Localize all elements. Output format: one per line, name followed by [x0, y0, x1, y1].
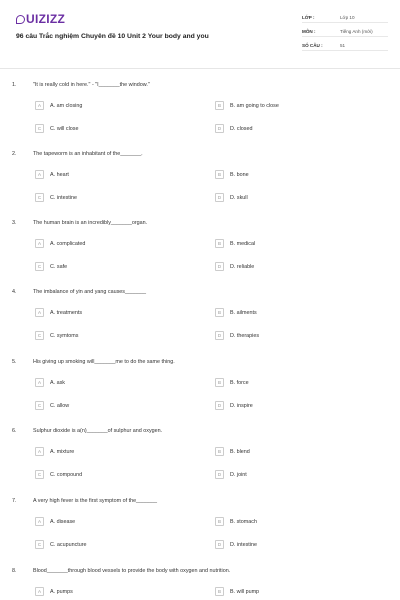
logo — [16, 12, 65, 26]
option-text: B. stomach — [230, 518, 257, 525]
option-letter: D — [215, 124, 224, 133]
option-text: C. allow — [50, 402, 70, 409]
worksheet-title: 96 câu Trắc nghiệm Chuyên đề 10 Unit 2 Your body and you — [16, 33, 209, 40]
option-letter: C — [35, 540, 44, 549]
option-letter: A — [35, 308, 44, 317]
option-text: D. reliable — [230, 263, 255, 270]
option-letter: C — [35, 262, 44, 271]
question-number: 3. — [12, 220, 17, 226]
option-letter: A — [35, 378, 44, 387]
option-letter: C — [35, 331, 44, 340]
meta-row-subject — [302, 26, 388, 37]
option-b[interactable] — [215, 378, 249, 387]
option-c[interactable] — [35, 331, 78, 340]
option-a[interactable] — [35, 239, 85, 248]
option-d[interactable] — [215, 262, 254, 271]
option-a[interactable] — [35, 517, 75, 526]
option-letter: B — [215, 517, 224, 526]
option-letter: B — [215, 378, 224, 387]
question-number: 6. — [12, 428, 17, 434]
meta-label: LỚP : — [302, 14, 315, 20]
option-b[interactable] — [215, 587, 259, 596]
question-text: Sulphur dioxide is a(n)_______of sulphur and oxygen. — [33, 428, 163, 434]
option-text: C. acupuncture — [50, 541, 87, 548]
option-letter: C — [35, 124, 44, 133]
question-text: Blood_______through blood vessels to provide the body with oxygen and nutrition. — [33, 568, 231, 574]
option-text: C. safe — [50, 263, 68, 270]
option-text: B. force — [230, 379, 249, 386]
option-d[interactable] — [215, 540, 257, 549]
question-text: The human brain is an incredibly_______organ. — [33, 220, 148, 226]
option-a[interactable] — [35, 308, 82, 317]
option-text: D. inspire — [230, 402, 253, 409]
meta-value: Tiếng Anh (mới) — [340, 28, 373, 34]
option-letter: A — [35, 447, 44, 456]
option-c[interactable] — [35, 540, 87, 549]
question-text: The imbalance of yin and yang causes_______ — [33, 289, 146, 295]
header — [0, 0, 400, 69]
meta-row-count — [302, 40, 388, 51]
option-d[interactable] — [215, 193, 248, 202]
option-letter: C — [35, 401, 44, 410]
option-text: A. pumps — [50, 588, 73, 595]
option-text: D. joint — [230, 471, 247, 478]
option-letter: B — [215, 170, 224, 179]
option-letter: D — [215, 193, 224, 202]
option-c[interactable] — [35, 124, 78, 133]
question-number: 7. — [12, 498, 17, 504]
option-text: D. therapies — [230, 332, 260, 339]
question-text: The tapeworm is an inhabitant of the_______. — [33, 151, 143, 157]
option-b[interactable] — [215, 101, 279, 110]
option-text: C. symtoms — [50, 332, 79, 339]
question-number: 8. — [12, 568, 17, 574]
option-text: D. skull — [230, 194, 248, 201]
option-b[interactable] — [215, 239, 255, 248]
question-number: 5. — [12, 359, 17, 365]
option-c[interactable] — [35, 401, 69, 410]
meta-label: SỐ CÂU : — [302, 42, 323, 48]
option-b[interactable] — [215, 447, 250, 456]
option-a[interactable] — [35, 170, 69, 179]
meta-info — [302, 12, 388, 54]
option-letter: B — [215, 239, 224, 248]
option-text: A. disease — [50, 518, 76, 525]
option-text: B. bone — [230, 171, 249, 178]
meta-row-class — [302, 12, 388, 23]
meta-value: Lớp 10 — [340, 14, 355, 20]
option-b[interactable] — [215, 308, 257, 317]
option-d[interactable] — [215, 401, 253, 410]
option-text: A. mixture — [50, 448, 75, 455]
option-letter: D — [215, 401, 224, 410]
option-a[interactable] — [35, 101, 82, 110]
option-b[interactable] — [215, 517, 257, 526]
meta-label: MÔN : — [302, 28, 316, 34]
option-letter: B — [215, 447, 224, 456]
question-text: His giving up smoking will_______me to do the same thing. — [33, 359, 175, 365]
option-d[interactable] — [215, 331, 259, 340]
option-text: A. ask — [50, 379, 65, 386]
option-text: D. intestine — [230, 541, 257, 548]
option-letter: D — [215, 470, 224, 479]
option-letter: D — [215, 262, 224, 271]
option-text: D. closed — [230, 125, 253, 132]
option-text: B. ailments — [230, 309, 257, 316]
question-text: "It is really cold in here." - "I_______the window." — [33, 82, 150, 88]
option-letter: A — [35, 517, 44, 526]
option-d[interactable] — [215, 470, 247, 479]
option-letter: C — [35, 470, 44, 479]
option-c[interactable] — [35, 193, 77, 202]
option-letter: B — [215, 308, 224, 317]
logo-q-icon — [16, 15, 25, 24]
option-text: A. treatments — [50, 309, 83, 316]
option-letter: A — [35, 101, 44, 110]
option-text: C. intestine — [50, 194, 77, 201]
question-text: A very high fever is the first symptom of the_______ — [33, 498, 158, 504]
option-letter: A — [35, 170, 44, 179]
option-letter: C — [35, 193, 44, 202]
question-number: 4. — [12, 289, 17, 295]
option-letter: B — [215, 587, 224, 596]
option-c[interactable] — [35, 470, 82, 479]
option-text: C. compound — [50, 471, 83, 478]
question-number: 2. — [12, 151, 17, 157]
option-b[interactable] — [215, 170, 249, 179]
logo-text: UIZIZZ — [26, 12, 66, 26]
option-letter: D — [215, 331, 224, 340]
option-a[interactable] — [35, 447, 74, 456]
option-text: A. am closing — [50, 102, 83, 109]
option-text: C. will close — [50, 125, 79, 132]
meta-value: 51 — [340, 42, 346, 48]
option-text: A. heart — [50, 171, 69, 178]
option-text: B. will pump — [230, 588, 260, 595]
option-letter: D — [215, 540, 224, 549]
option-letter: B — [215, 101, 224, 110]
option-text: B. am going to close — [230, 102, 279, 109]
option-text: B. medical — [230, 240, 256, 247]
option-a[interactable] — [35, 378, 65, 387]
option-text: A. complicated — [50, 240, 86, 247]
option-c[interactable] — [35, 262, 67, 271]
option-d[interactable] — [215, 124, 252, 133]
option-letter: A — [35, 239, 44, 248]
question-number: 1. — [12, 82, 17, 88]
option-letter: A — [35, 587, 44, 596]
option-text: B. blend — [230, 448, 250, 455]
option-a[interactable] — [35, 587, 73, 596]
